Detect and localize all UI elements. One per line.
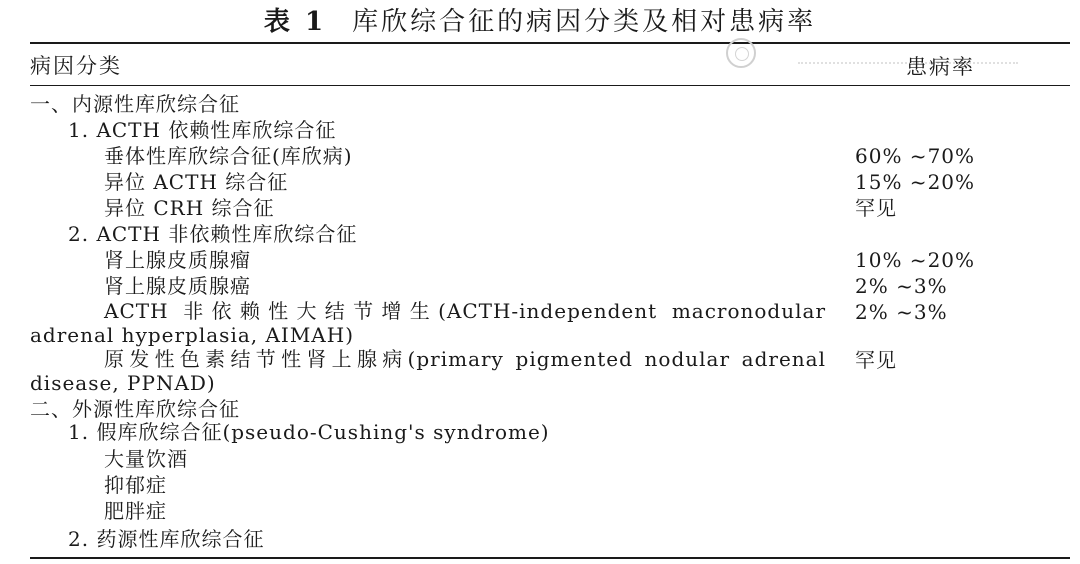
column-header-cause: 病因分类 xyxy=(30,54,122,78)
table-number: 表 1 xyxy=(263,7,327,37)
rate-cell: 罕见 xyxy=(855,348,897,372)
cause-cell: 1. ACTH 依赖性库欣综合征 xyxy=(68,118,337,142)
cause-cell: 2. 药源性库欣综合征 xyxy=(68,527,265,551)
cause-cell: 原发性色素结节性肾上腺病(primary pigmented nodular adrenal disease, PPNAD) xyxy=(30,347,826,395)
table-row xyxy=(0,91,1080,117)
watermark-seal xyxy=(718,36,1028,72)
cause-cell: 一、内源性库欣综合征 xyxy=(30,92,240,116)
table-row xyxy=(0,221,1080,247)
cause-cell: 肾上腺皮质腺瘤 xyxy=(104,248,251,272)
table-row xyxy=(0,247,1080,273)
rate-cell: 15% ~20% xyxy=(855,170,976,194)
cause-cell: 1. 假库欣综合征(pseudo-Cushing's syndrome) xyxy=(68,420,550,444)
table-row xyxy=(0,273,1080,299)
table-caption xyxy=(0,4,1080,40)
column-header-rate: 患病率 xyxy=(906,55,975,79)
rate-cell: 60% ~70% xyxy=(855,144,976,168)
table-row xyxy=(0,526,1080,552)
table-row xyxy=(0,472,1080,498)
table-row xyxy=(0,195,1080,221)
cause-cell: 垂体性库欣综合征(库欣病) xyxy=(104,144,353,168)
cause-cell: 大量饮酒 xyxy=(104,447,188,471)
cause-cell: 2. ACTH 非依赖性库欣综合征 xyxy=(68,222,358,246)
cause-cell: 二、外源性库欣综合征 xyxy=(30,397,240,421)
rate-cell: 2% ~3% xyxy=(855,274,948,298)
table-title: 库欣综合征的病因分类及相对患病率 xyxy=(352,7,817,37)
cause-cell: 肾上腺皮质腺癌 xyxy=(104,274,251,298)
table-row xyxy=(0,299,1080,349)
table-row xyxy=(0,419,1080,445)
cause-cell: 抑郁症 xyxy=(104,473,167,497)
table-row xyxy=(0,498,1080,524)
rate-cell: 10% ~20% xyxy=(855,248,976,272)
table-row xyxy=(0,143,1080,169)
cause-cell: 肥胖症 xyxy=(104,499,167,523)
seal-icon xyxy=(726,38,756,68)
table-row xyxy=(0,347,1080,397)
cause-cell: 异位 CRH 综合征 xyxy=(104,196,275,220)
cause-cell: ACTH 非依赖性大结节增生(ACTH-independent macronodular adrenal hyperplasia, AIMAH) xyxy=(30,299,826,347)
table-row xyxy=(0,446,1080,472)
table-header-rule xyxy=(30,85,1070,86)
rate-cell: 罕见 xyxy=(855,196,897,220)
cause-cell: 异位 ACTH 综合征 xyxy=(104,170,289,194)
rate-cell: 2% ~3% xyxy=(855,300,948,324)
table-row xyxy=(0,117,1080,143)
table-row xyxy=(0,169,1080,195)
table-bottom-rule xyxy=(30,557,1070,559)
